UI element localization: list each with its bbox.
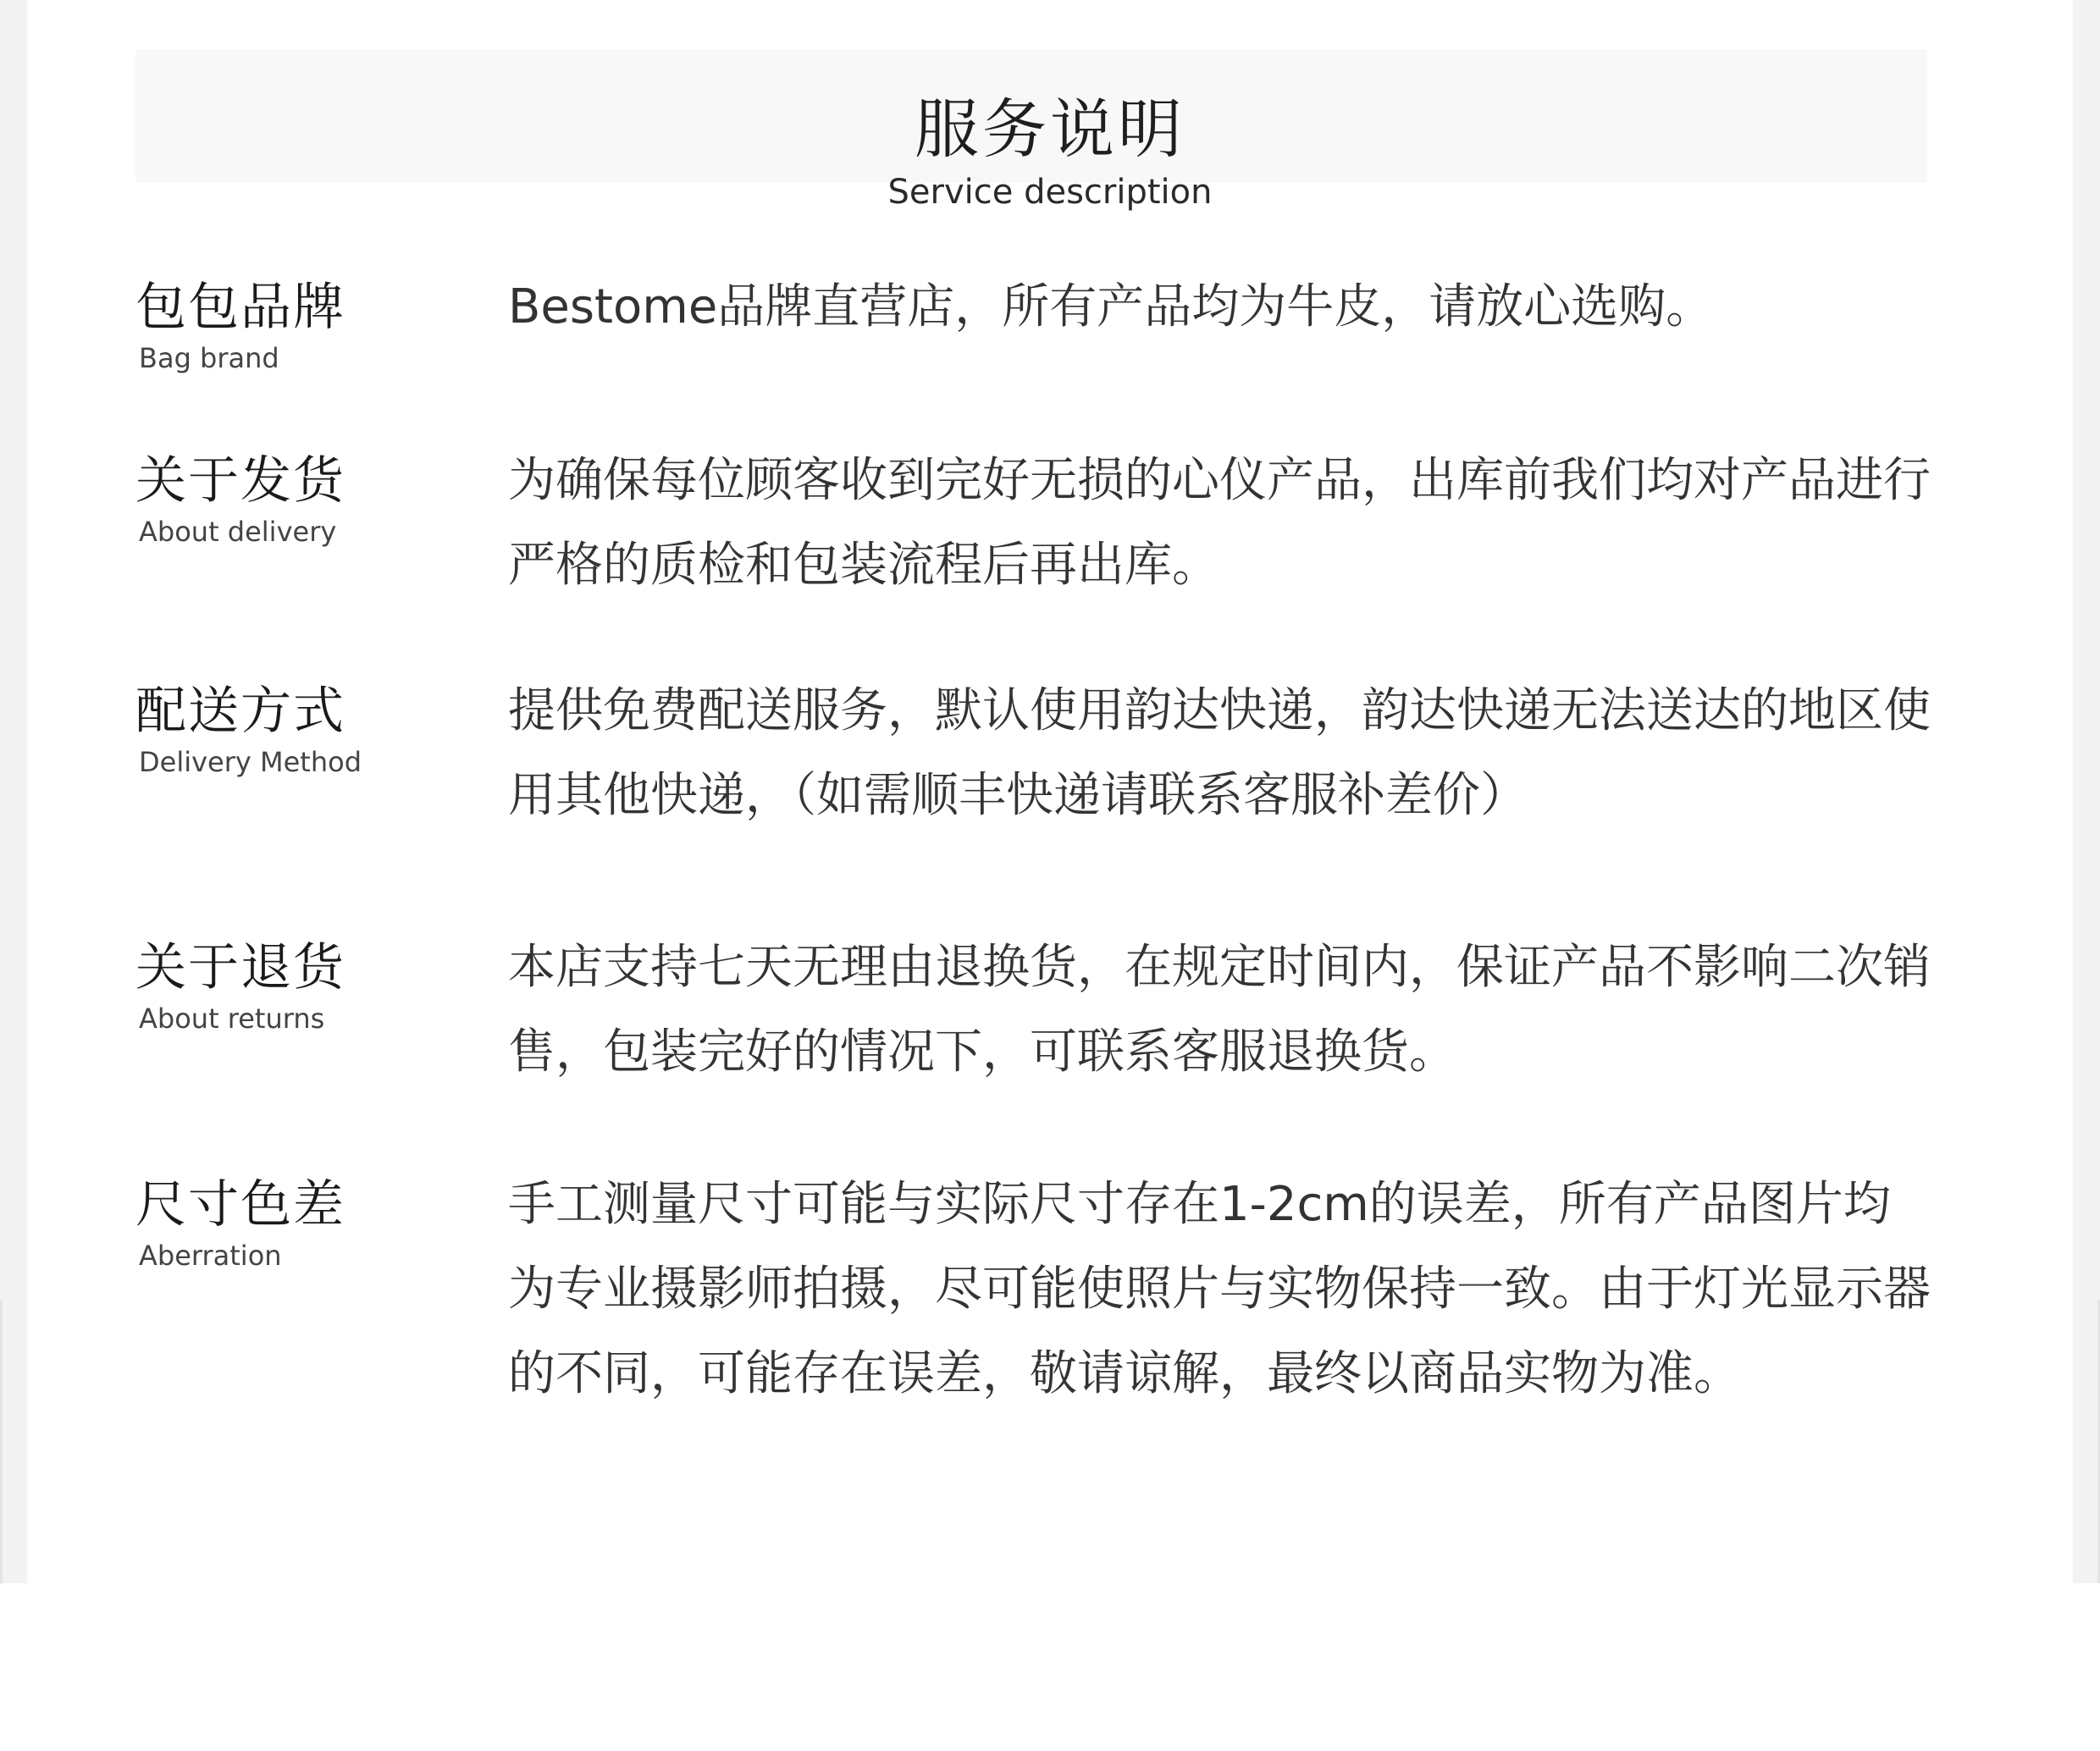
item-label — [135, 679, 474, 779]
item-text: Bestome品牌直营店，所有产品均为牛皮，请放心选购。 — [508, 279, 1714, 334]
item-label — [135, 936, 474, 1036]
page-subtitle: Service description — [887, 173, 1213, 212]
item-text: 提供免费配送服务，默认使用韵达快递，韵达快递无法送达的地区使用其他快递，（如需顺丰快递请联系客服补差价） — [508, 683, 1931, 823]
item-text: 本店支持七天无理由退换货，在规定时间内，保证产品不影响二次销售，包装完好的情况下，可联系客服退换货。 — [508, 940, 1931, 1080]
item-label-zh: 尺寸色差 — [135, 1175, 345, 1235]
item-label — [135, 449, 474, 549]
right-side-band — [2073, 0, 2100, 1583]
item-label-en: Delivery Method — [139, 746, 362, 778]
left-edge-line — [0, 1300, 3, 1583]
item-label-en: About delivery — [139, 516, 337, 548]
item-label-zh: 关于退货 — [135, 938, 345, 997]
left-side-band — [0, 0, 27, 1583]
page-title: 服务说明 — [915, 91, 1185, 167]
item-label-en: About returns — [139, 1003, 325, 1035]
item-label — [135, 275, 474, 375]
item-label-en: Aberration — [139, 1240, 282, 1272]
item-label-en: Bag brand — [139, 342, 279, 374]
item-label-zh: 关于发货 — [135, 451, 345, 511]
item-label-zh: 配送方式 — [135, 682, 345, 741]
item-text: 为确保每位顾客收到完好无损的心仪产品，出库前我们均对产品进行严格的质检和包装流程后再出库。 — [508, 453, 1931, 593]
item-label — [135, 1173, 474, 1273]
item-label-zh: 包包品牌 — [135, 278, 345, 337]
item-text: 手工测量尺寸可能与实际尺寸存在1-2cm的误差，所有产品图片均为专业摄影师拍摄，尽可能使照片与实物保持一致。由于灯光显示器的不同，可能存在误差，敬请谅解，最终以商品实物为准。 — [508, 1177, 1931, 1401]
